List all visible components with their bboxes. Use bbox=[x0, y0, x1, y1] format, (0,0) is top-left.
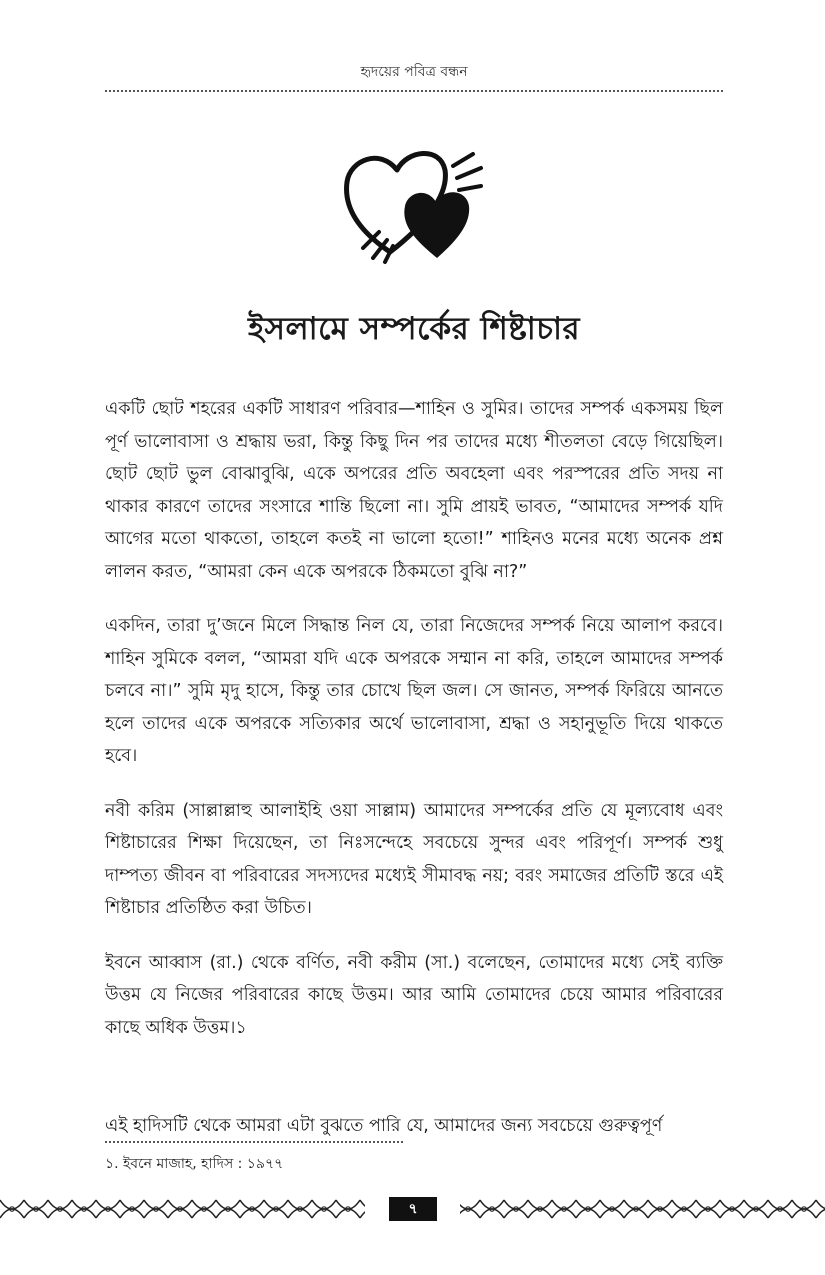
chapter-title: ইসলামে সম্পর্কের শিষ্টাচার bbox=[247, 311, 581, 347]
footnote-divider bbox=[105, 1141, 403, 1143]
paragraph: ইবনে আব্বাস (রা.) থেকে বর্ণিত, নবী করীম (সা.) বলেছেন, তোমাদের মধ্যে সেই ব্যক্তি উত্তম যে নিজের পরিবারের কাছে উত্তম। আর আমি তোমাদের চেয়ে আমার পরিবারের কাছে অধিক উত্তম।১ bbox=[105, 952, 723, 1038]
header-divider bbox=[105, 90, 723, 92]
paragraph: একদিন, তারা দু’জনে মিলে সিদ্ধান্ত নিল যে, তারা নিজেদের সম্পর্ক নিয়ে আলাপ করবে। শাহিন সুমিকে বলল, “আমরা যদি একে অপরকে সম্মান না করি, তাহলে আমাদের সম্পর্ক চলবে না।” সুমি মৃদু হাসে, কিন্তু তার চোখে ছিল জল। সে জানত, সম্পর্ক ফিরিয়ে আনতে হলে তাদের একে অপরকে সত্যিকার অর্থে ভালোবাসা, শ্রদ্ধা ও সহানুভূতি দিয়ে থাকতে হবে। bbox=[105, 616, 723, 766]
running-header: হৃদয়ের পবিত্র বন্ধন bbox=[360, 64, 468, 80]
footnote: ১. ইবনে মাজাহ, হাদিস : ১৯৭৭ bbox=[105, 1156, 284, 1172]
two-hearts-icon bbox=[335, 140, 495, 270]
paragraph: একটি ছোট শহরের একটি সাধারণ পরিবার—শাহিন ও সুমির। তাদের সম্পর্ক একসময় ছিল পূর্ণ ভালোবাসা ও শ্রদ্ধায় ভরা, কিন্তু কিছু দিন পর তাদের মধ্যে শীতলতা বেড়ে গিয়েছিল। ছোট ছোট ভুল বোঝাবুঝি, একে অপরের প্রতি অবহেলা এবং পরস্পরের প্রতি সদয় না থাকার কারণে তাদের সংসারে শান্তি ছিলো না। সুমি প্রায়ই ভাবত, “আমাদের সম্পর্ক যদি আগের মতো থাকতো, তাহলে কতই না ভালো হতো!” শাহিনও মনের মধ্যে অনেক প্রশ্ন লালন করত, “আমরা কেন একে অপরকে ঠিকমতো বুঝি না?” bbox=[105, 399, 723, 582]
page-number: ৭ bbox=[389, 1197, 437, 1221]
chapter-body bbox=[105, 393, 723, 1066]
paragraph: নবী করিম (সাল্লাল্লাহু আলাইহি ওয়া সাল্লাম) আমাদের সম্পর্কের প্রতি যে মূল্যবোধ এবং শিষ্টাচারের শিক্ষা দিয়েছেন, তা নিঃসন্দেহে সবচেয়ে সুন্দর এবং পরিপূর্ণ। সম্পর্ক শুধু দাম্পত্য জীবন বা পরিবারের সদস্যদের মধ্যেই সীমাবদ্ধ নয়; বরং সমাজের প্রতিটি স্তরে এই শিষ্টাচার প্রতিষ্ঠিত করা উচিত। bbox=[105, 800, 723, 918]
continuation-line: এই হাদিসটি থেকে আমরা এটা বুঝতে পারি যে, আমাদের জন্য সবচেয়ে গুরুত্বপূর্ণ bbox=[105, 1116, 663, 1136]
